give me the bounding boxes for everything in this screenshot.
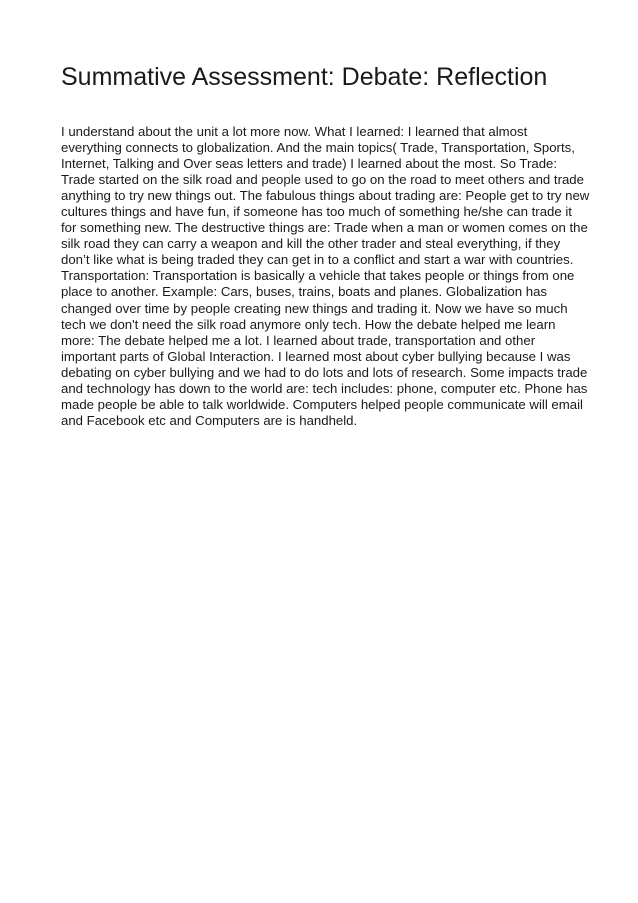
paragraph-line: and technology has down to the world are: tech includes: phone, computer etc. Phone has [61, 380, 588, 396]
paragraph-line: more: The debate helped me a lot. I learned about trade, transportation and other [61, 332, 536, 348]
paragraph-line: made people be able to talk worldwide. Computers helped people communicate will email [61, 396, 583, 412]
paragraph-line: everything connects to globalization. And the main topics( Trade, Transportation, Sports, [61, 140, 575, 156]
paragraph-line: tech we don't need the silk road anymore only tech. How the debate helped me learn [61, 316, 556, 332]
paragraph-line: silk road they can carry a weapon and kill the other trader and steal everything, if they [61, 236, 561, 252]
paragraph-line: anything to try new things out. The fabulous things about trading are: People get to try new [61, 188, 590, 204]
paragraph-line: cultures things and have fun, if someone has too much of something he/she can trade it [61, 204, 572, 220]
paragraph-line: I understand about the unit a lot more now. What I learned: I learned that almost [61, 124, 528, 139]
paragraph-line: debating on cyber bullying and we had to do lots and lots of research. Some impacts trade [61, 364, 588, 380]
paragraph-line: changed over time by people creating new things and trading it. Now we have so much [61, 300, 568, 316]
paragraph-line: place to another. Example: Cars, buses, trains, boats and planes. Globalization has [61, 284, 548, 300]
paragraph-line: important parts of Global Interaction. I learned most about cyber bullying because I was [61, 348, 571, 364]
paragraph-line: don’t like what is being traded they can get in to a conflict and start a war with countries. [61, 252, 574, 268]
reflection-paragraph [61, 124, 590, 429]
page-title: Summative Assessment: Debate: Reflection [61, 63, 548, 91]
paragraph-line: Trade started on the silk road and people used to go on the road to meet others and trade [61, 172, 584, 188]
paragraph-line: Transportation: Transportation is basically a vehicle that takes people or things from one [61, 268, 575, 284]
paragraph-line: and Facebook etc and Computers are is handheld. [61, 412, 358, 428]
paragraph-line: Internet, Talking and Over seas letters and trade) I learned about the most. So Trade: [61, 156, 558, 172]
paragraph-line: for something new. The destructive things are: Trade when a man or women comes on the [61, 220, 588, 236]
